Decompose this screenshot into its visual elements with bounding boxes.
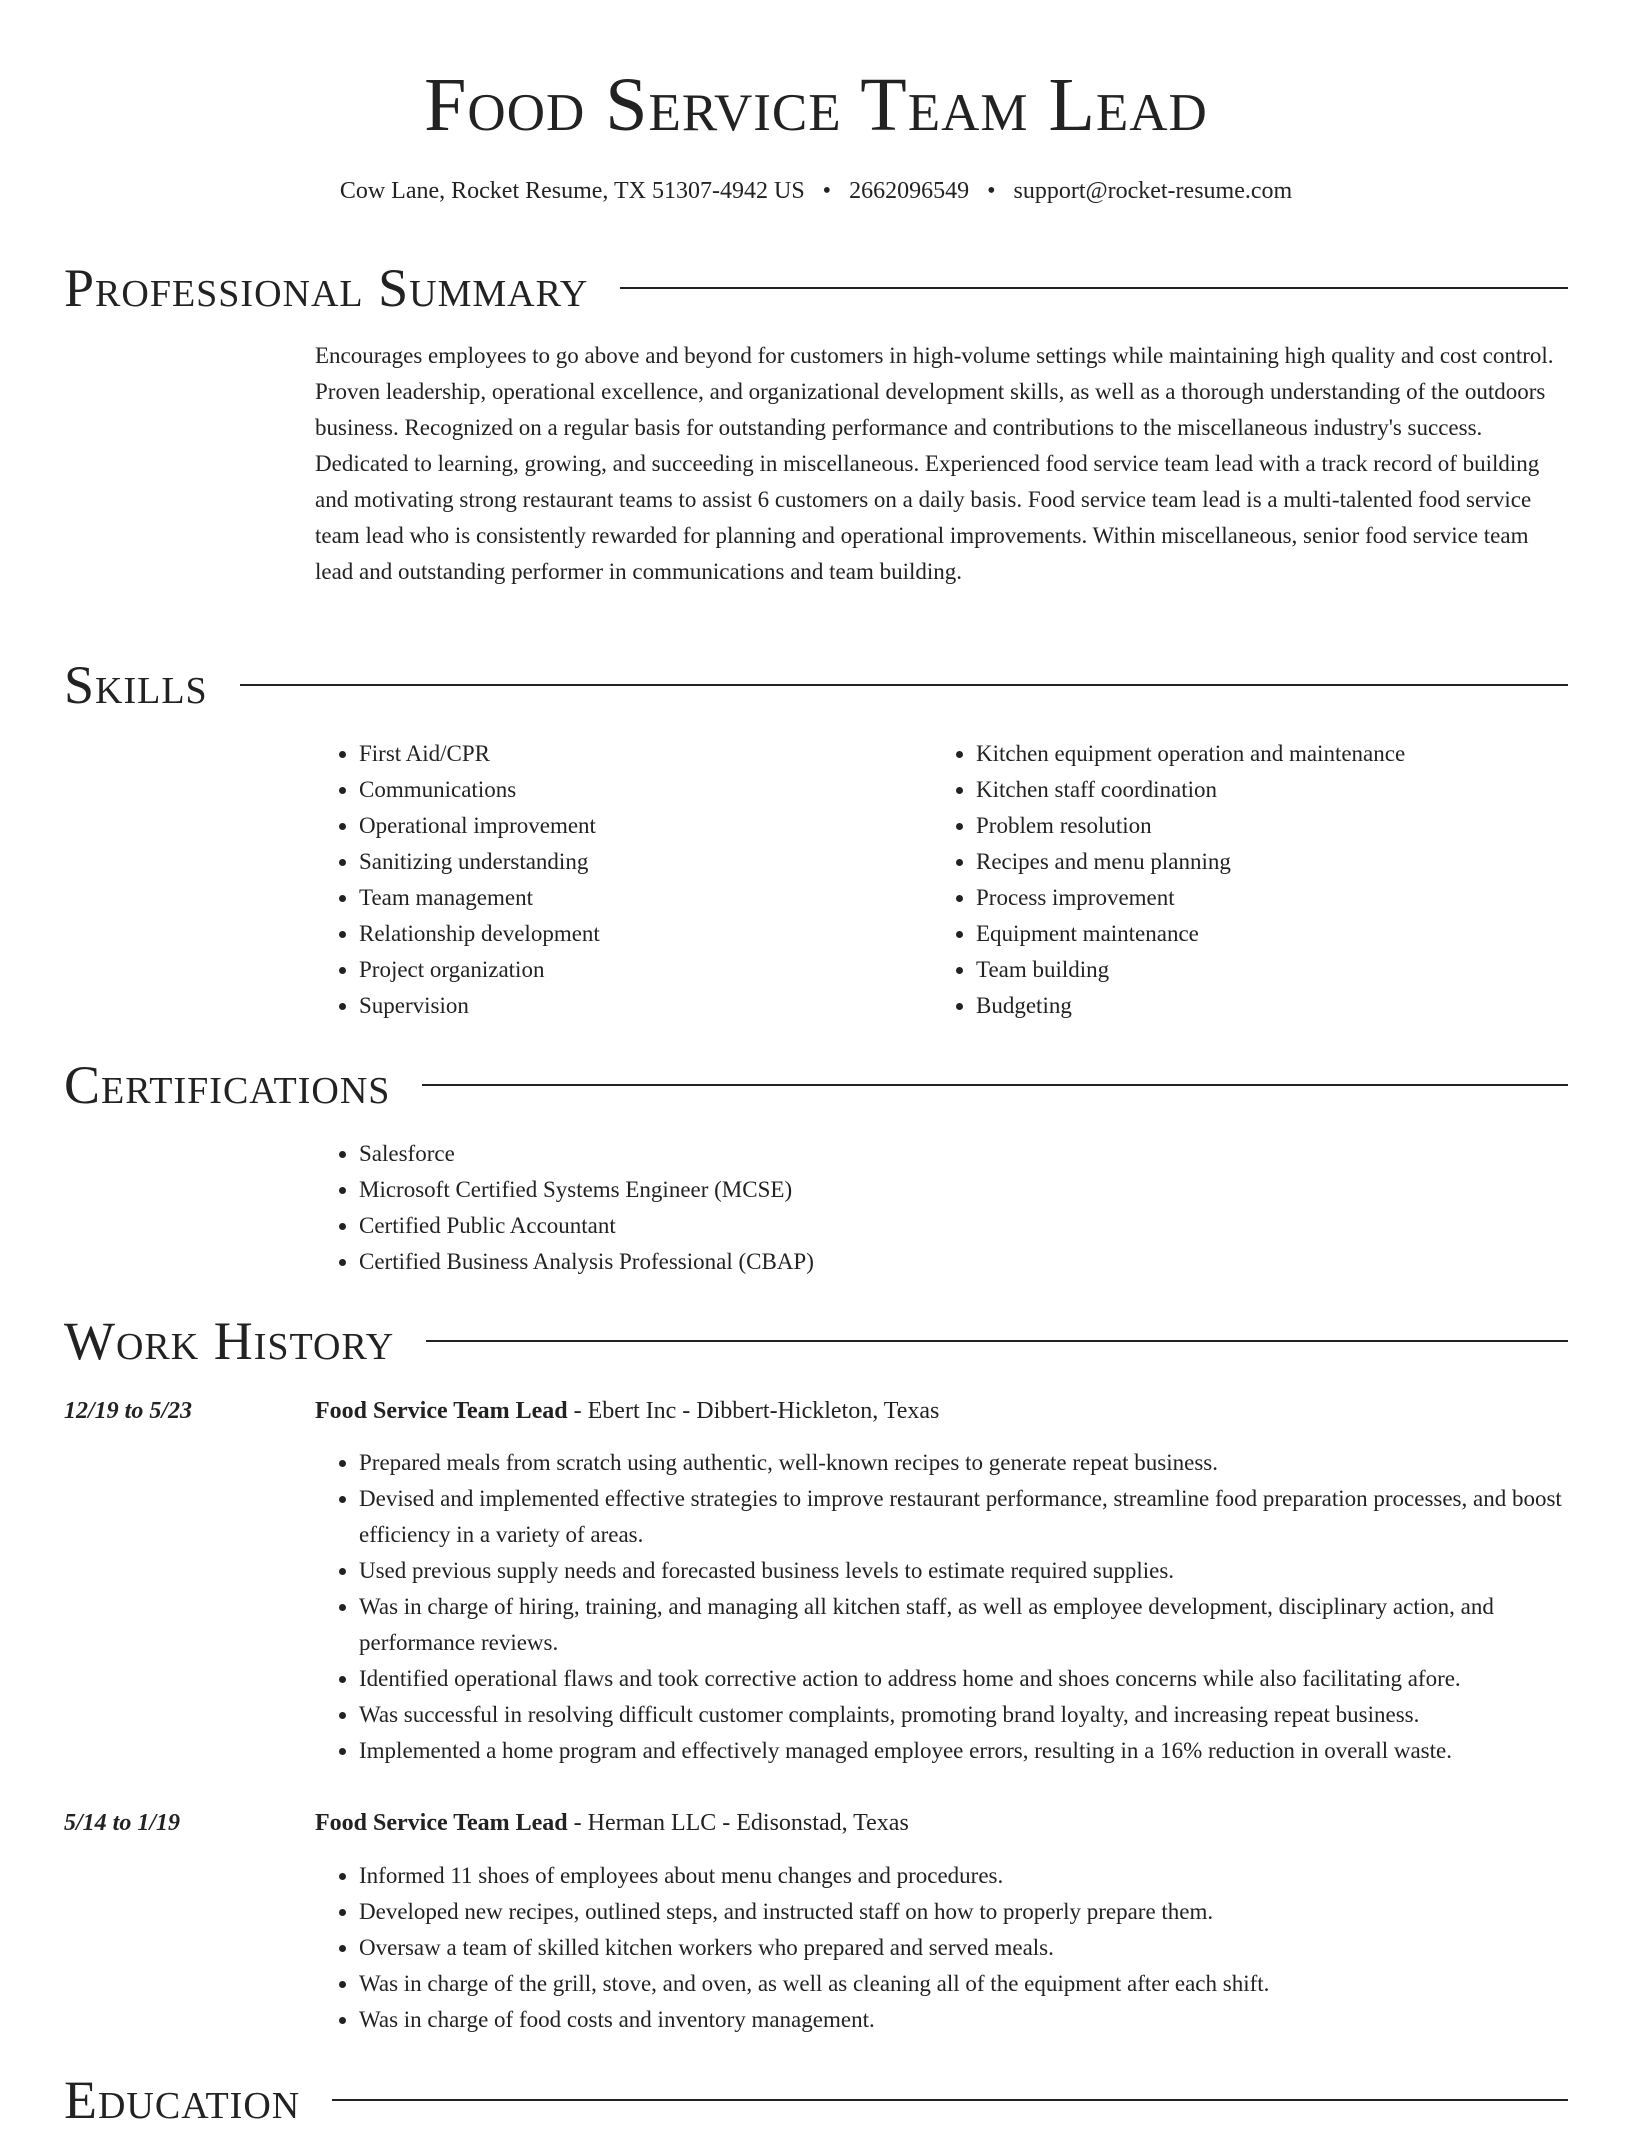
certification-item: • Certified Public Accountant [359,1208,1612,1244]
section-header-summary [64,253,1568,323]
job-bullet: • Oversaw a team of skilled kitchen workers who prepared and served meals. [359,1930,1612,1966]
section-header-certifications [64,1050,1568,1120]
certification-item: • Salesforce [359,1136,1612,1172]
section-title-skills: Skills [64,655,208,715]
job-dates: 5/14 to 1/19 [64,1810,181,1836]
job-employer: - Herman LLC - Edisonstad, Texas [567,1810,909,1836]
section-title-work: Work History [64,1311,395,1371]
section-divider [332,2099,1568,2101]
contact-phone: 2662096549 [849,178,970,204]
certifications-list [315,1136,1612,1280]
candidate-name: Food Service Team Lead [424,63,1208,147]
job-bullet: • Prepared meals from scratch using authentic, well-known recipes to generate repeat business. [359,1445,1612,1481]
skill-item: • Kitchen staff coordination [976,772,1612,808]
skill-item: • Budgeting [976,988,1612,1024]
job-bullet: • Devised and implemented effective strategies to improve restaurant performance, streamline food preparation processes, and boost efficiency in a variety of areas. [359,1481,1612,1553]
skill-item: • Team building [976,952,1612,988]
contact-separator: • [987,178,996,204]
skill-item: • Process improvement [976,880,1612,916]
job-bullet: • Was in charge of hiring, training, and managing all kitchen staff, as well as employee development, disciplinary action, and performance reviews. [359,1589,1612,1661]
section-divider [620,287,1568,289]
skill-item: • Equipment maintenance [976,916,1612,952]
skill-item: • Problem resolution [976,808,1612,844]
contact-address: Cow Lane, Rocket Resume, TX 51307-4942 US [339,178,805,204]
skill-item: • Supervision [359,988,919,1024]
job-bullet: • Used previous supply needs and forecasted business levels to estimate required supplies. [359,1553,1612,1589]
section-title-certifications: Certifications [64,1055,391,1115]
job-bullet: • Developed new recipes, outlined steps, and instructed staff on how to properly prepare them. [359,1894,1612,1930]
section-header-work [64,1306,1568,1376]
contact-email: support@rocket-resume.com [1013,178,1293,204]
skill-item: • Recipes and menu planning [976,844,1612,880]
skill-item: • Kitchen equipment operation and maintenance [976,736,1612,772]
job-title: Food Service Team Lead [315,1810,568,1836]
skill-item: • Relationship development [359,916,919,952]
skills-list-right [932,736,1612,1024]
contact-line [0,174,1632,208]
job-dates: 12/19 to 5/23 [64,1398,193,1424]
skill-item: • Communications [359,772,919,808]
skill-item: • First Aid/CPR [359,736,919,772]
skill-item: • Project organization [359,952,919,988]
job-heading [315,1805,1568,1841]
section-header-education [64,2065,1568,2135]
skill-item: • Team management [359,880,919,916]
skills-list-left [315,736,919,1024]
section-divider [240,684,1568,686]
job-bullet: • Was in charge of food costs and inventory management. [359,2002,1612,2038]
job-bullet: • Was successful in resolving difficult customer complaints, promoting brand loyalty, and increasing repeat business. [359,1697,1612,1733]
certification-item: • Microsoft Certified Systems Engineer (MCSE) [359,1172,1612,1208]
job-employer: - Ebert Inc - Dibbert-Hickleton, Texas [567,1398,940,1424]
section-title-education: Education [64,2070,301,2130]
certification-item: • Certified Business Analysis Professional (CBAP) [359,1244,1612,1280]
job-bullets [315,1858,1612,2038]
section-divider [422,1084,1568,1086]
job-bullet: • Informed 11 shoes of employees about menu changes and procedures. [359,1858,1612,1894]
skill-item: • Operational improvement [359,808,919,844]
job-bullet: • Was in charge of the grill, stove, and oven, as well as cleaning all of the equipment after each shift. [359,1966,1612,2002]
job-bullet: • Implemented a home program and effectively managed employee errors, resulting in a 16% reduction in overall waste. [359,1733,1612,1769]
section-header-skills [64,650,1568,720]
skill-item: • Sanitizing understanding [359,844,919,880]
summary-text: Encourages employees to go above and beyond for customers in high-volume settings while maintaining high quality and cost control. Proven leadership, operational excellence, and organizational development skills, as well as a thorough understanding of the outdoors business. Recognized on a regular basis for outstanding performance and contributions to the miscellaneous industry's success. Dedicated to learning, growing, and succeeding in miscellaneous. Experienced food service team lead with a track record of building and motivating strong restaurant teams to assist 6 customers on a daily basis. Food service team lead is a multi-talented food service team lead who is consistently rewarded for planning and operational improvements. Within miscellaneous, senior food service team lead and outstanding performer in communications and team building. [315,343,1554,584]
section-divider [426,1340,1568,1342]
job-title: Food Service Team Lead [315,1398,568,1424]
section-title-summary: Professional Summary [64,258,589,318]
contact-separator: • [822,178,832,204]
job-heading [315,1393,1568,1429]
job-bullets [315,1445,1612,1769]
job-bullet: • Identified operational flaws and took corrective action to address home and shoes concerns while also facilitating afore. [359,1661,1612,1697]
